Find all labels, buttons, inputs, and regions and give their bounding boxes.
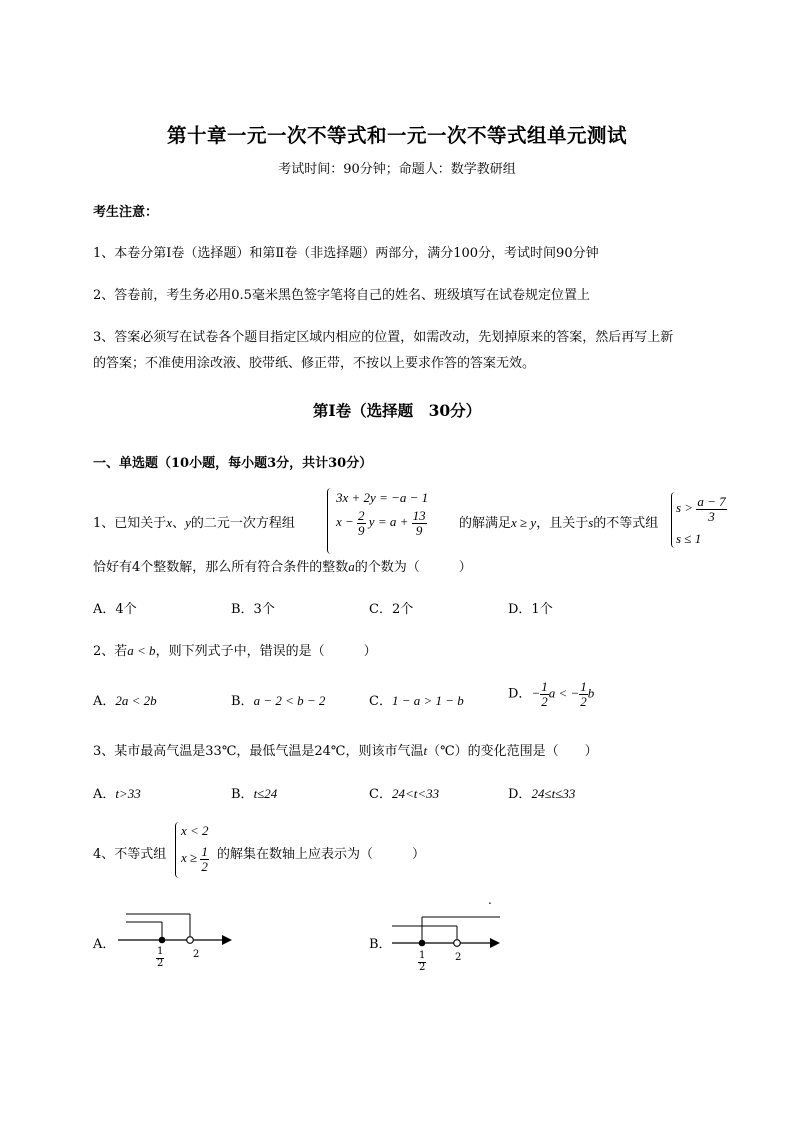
q4-ineq2-den: 2 xyxy=(201,858,208,874)
q1-line2-a: 恰好有4个整数解，那么所有符合条件的整数 xyxy=(93,560,349,575)
question-4-suffix: 的解集在数轴上应表示为（ ） xyxy=(217,847,426,862)
q3-option-d[interactable] xyxy=(508,783,575,802)
stray-mark: . xyxy=(488,893,492,907)
q2-option-a-label: A． xyxy=(93,694,116,709)
q3-option-b-label: B． xyxy=(231,787,254,802)
question-1-line-2 xyxy=(93,556,472,575)
q2-cond: a < b xyxy=(127,643,156,658)
q1-line2-b: 的个数为（ ） xyxy=(354,560,472,575)
q1-option-b[interactable]: B．3个 xyxy=(231,602,275,617)
q3-var-t: t xyxy=(423,743,428,758)
page-subtitle: 考试时间：90分钟；命题人：数学教研组 xyxy=(278,162,516,177)
q2-option-d[interactable] xyxy=(508,680,594,708)
q2-d-frac2-num: 1 xyxy=(580,679,587,694)
q1-var-s: s xyxy=(588,515,594,530)
q4-ineq2-frac xyxy=(200,845,209,873)
q4-a-tick-half xyxy=(156,947,164,969)
q4-ineq-1: x < 2 xyxy=(181,823,209,838)
q1-mid2-text: 的解满足 xyxy=(459,516,512,531)
q2-option-d-minus: − xyxy=(531,685,541,701)
q1-prefix: 1、已知关于 xyxy=(93,516,167,531)
q3-option-c-label: C． xyxy=(369,787,392,802)
q1-system-brace xyxy=(327,488,331,554)
q1-ineq1-den: 3 xyxy=(708,508,715,524)
q2-option-d-frac2 xyxy=(579,680,588,708)
q1-eq2-frac2-den: 9 xyxy=(415,522,423,538)
q3-option-d-label: D． xyxy=(508,787,532,802)
q1-var-y: y xyxy=(185,515,191,530)
q1-mid3: ，且关于 xyxy=(536,516,589,531)
q2-option-b-expr: a − 2 < b − 2 xyxy=(253,693,326,708)
q1-eq2-frac-num: 2 xyxy=(358,508,365,523)
q1-ineq1-frac xyxy=(696,495,726,523)
q4-option-a-label[interactable]: A． xyxy=(93,937,116,952)
q1-option-c[interactable]: C．2个 xyxy=(369,602,414,617)
q4-option-b-label[interactable]: B． xyxy=(369,937,392,952)
q3-option-a[interactable] xyxy=(93,783,141,802)
notice-item-2: 2、答卷前，考生务必用0.5毫米黑色签字笔将自己的姓名、班级填写在试卷规定位置上 xyxy=(93,288,590,303)
q3-option-c[interactable] xyxy=(369,783,439,802)
q1-eq-1: 3x + 2y = −a − 1 xyxy=(336,490,429,505)
q4-option-b-number-line[interactable] xyxy=(386,910,506,972)
q3-option-d-expr: 24≤t≤33 xyxy=(531,786,576,801)
q1-sep: 、 xyxy=(172,516,186,531)
arrow-head xyxy=(490,938,500,948)
q2-d-frac1-den: 2 xyxy=(541,693,548,709)
q1-eq2-frac xyxy=(357,509,366,537)
q1-var-x: x xyxy=(166,515,173,530)
q3-option-b[interactable] xyxy=(231,783,277,802)
q3-text-b: （℃）的变化范围是（ ） xyxy=(427,744,598,759)
q4-b-tick-two: 2 xyxy=(455,952,462,963)
q1-eq2-frac2-num: 13 xyxy=(412,508,426,523)
q4-a-tick-two: 2 xyxy=(193,949,200,960)
q3-text-a: 3、某市最高气温是33℃，最低气温是24℃，则该市气温 xyxy=(93,744,424,759)
question-1-line-1 xyxy=(93,512,295,531)
notice-item-3-line-2: 的答案；不准使用涂改液、胶带纸、修正带，不按以上要求作答的答案无效。 xyxy=(93,356,536,371)
q4-a-tick-half-den: 2 xyxy=(157,957,164,969)
q1-eq2-frac-den: 9 xyxy=(358,522,365,538)
q2-d-frac1-num: 1 xyxy=(541,679,548,694)
q1-eq2-a: x − xyxy=(336,514,354,530)
q1-mid2 xyxy=(459,512,658,531)
section-title: 第Ⅰ卷（选择题 30分） xyxy=(312,401,482,420)
q3-option-c-expr: 24<t<33 xyxy=(391,786,440,801)
open-dot xyxy=(454,940,461,947)
page-title: 第十章一元一次不等式和一元一次不等式组单元测试 xyxy=(166,124,627,147)
q1-option-d[interactable]: D．1个 xyxy=(508,602,553,617)
q1-cond: x ≥ y xyxy=(511,515,537,530)
solid-dot xyxy=(159,937,166,944)
q2-d-frac2-den: 2 xyxy=(580,693,587,709)
solid-dot xyxy=(419,940,426,947)
q1-ineq-2: s ≤ 1 xyxy=(676,531,702,546)
q4-a-tick-half-num: 1 xyxy=(157,946,164,957)
part-heading: 一、单选题（10小题，每小题3分，共计30分） xyxy=(93,456,373,471)
q4-b-tick-half-num: 1 xyxy=(419,950,426,961)
q2-option-d-mid: a < − xyxy=(548,685,580,701)
question-2 xyxy=(93,640,377,659)
notice-item-1: 1、本卷分第Ⅰ卷（选择题）和第Ⅱ卷（非选择题）两部分，满分100分，考试时间90分钟 xyxy=(93,246,599,261)
q2-prefix: 2、若 xyxy=(93,644,128,659)
q3-option-b-expr: t≤24 xyxy=(253,786,278,801)
q2-option-c[interactable] xyxy=(369,690,464,709)
q4-ineq2-num: 1 xyxy=(201,844,208,859)
q1-eq2-frac2 xyxy=(412,509,427,537)
q2-option-b-label: B． xyxy=(231,694,254,709)
q1-var-a: a xyxy=(348,559,355,574)
question-3 xyxy=(93,740,598,759)
q4-b-tick-half-den: 2 xyxy=(419,961,426,973)
q3-option-a-expr: t>33 xyxy=(115,786,141,801)
q1-eq-2 xyxy=(336,509,427,537)
open-dot xyxy=(187,937,194,944)
q2-option-d-var2: b xyxy=(587,685,595,701)
q2-option-d-label: D． xyxy=(508,686,532,702)
q2-option-b[interactable] xyxy=(231,690,325,709)
q1-mid4: 的不等式组 xyxy=(593,516,659,531)
q2-option-c-label: C． xyxy=(369,694,392,709)
q3-option-a-label: A． xyxy=(93,787,116,802)
q2-option-c-expr: 1 − a > 1 − b xyxy=(391,693,464,708)
q4-option-a-number-line[interactable] xyxy=(110,910,240,972)
q1-option-a[interactable]: A．4个 xyxy=(93,602,137,617)
q1-ineq1-a: s > xyxy=(676,500,694,516)
q4-b-tick-half xyxy=(418,951,426,973)
notice-item-3-line-1: 3、答案必须写在试卷各个题目指定区域内相应的位置，如需改动，先划掉原来的答案，然后再写上新 xyxy=(93,330,674,345)
q4-system-brace xyxy=(175,822,179,878)
notice-heading: 考生注意： xyxy=(93,205,159,220)
q1-mid1: 的二元一次方程组 xyxy=(190,516,295,531)
q4-ineq-2 xyxy=(181,845,209,873)
q1-eq2-b: y = a + xyxy=(368,514,409,530)
q2-option-a[interactable] xyxy=(93,690,157,709)
q4-ineq2-a: x ≥ xyxy=(181,850,198,866)
q1-ineq-1 xyxy=(676,495,727,523)
q2-suffix: ，则下列式子中，错误的是（ ） xyxy=(155,644,377,659)
q2-option-d-frac1 xyxy=(540,680,549,708)
q2-option-a-expr: 2a < 2b xyxy=(115,693,157,708)
q1-ineq-brace xyxy=(671,492,675,548)
question-4-prefix: 4、不等式组 xyxy=(93,847,167,862)
q1-ineq1-num: a − 7 xyxy=(697,494,726,509)
arrow-head xyxy=(222,935,232,945)
